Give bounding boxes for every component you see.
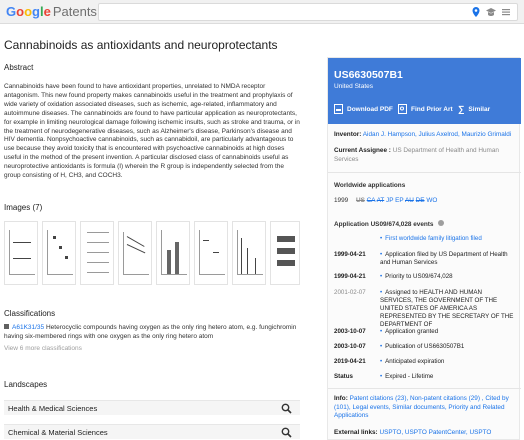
country-code[interactable]: EP: [395, 197, 404, 204]
image-thumbnail[interactable]: [194, 221, 228, 285]
classification-icon: [4, 324, 9, 329]
find-prior-art-button[interactable]: Find Prior Art: [398, 104, 453, 114]
location-icon[interactable]: [470, 6, 482, 18]
inventor-row: Inventor: Aidan J. Hampson, Julius Axelrod, Maurizio Grimaldi: [334, 131, 512, 138]
landscape-label: Health & Medical Sciences: [8, 404, 98, 413]
school-icon[interactable]: [485, 6, 497, 18]
image-thumbnails: [4, 221, 300, 287]
image-thumbnail[interactable]: [270, 221, 300, 285]
classification-description: Heterocyclic compounds having oxygen as the only ring hetero atom, e.g. fungichromin having six-membered rings with one oxygen as the only ring hetero atom: [4, 324, 297, 340]
logo-google: Google: [6, 4, 51, 19]
classification-list: [4, 324, 300, 354]
similar-button[interactable]: ∑ Similar: [458, 104, 491, 114]
classification-item: [4, 324, 300, 341]
assignee-value: US Department of Health and Human Services: [334, 147, 499, 163]
external-links[interactable]: USPTO, USPTO PatentCenter, USPTO: [379, 429, 492, 436]
worldwide-row: 1999 US CA AT JP EP AU DE WO: [334, 197, 438, 204]
find-icon: [398, 104, 407, 114]
more-classifications-link[interactable]: View 6 more classifications: [4, 345, 82, 352]
abstract-heading: Abstract: [4, 63, 34, 72]
info-links[interactable]: Patent citations (23), Non-patent citations (29) , Cited by (101), Legal events, Similar documents, Priority and Related Applications: [334, 395, 509, 419]
landscapes-heading: Landscapes: [4, 380, 48, 389]
patent-title: Cannabinoids as antioxidants and neuroprotectants: [4, 38, 278, 52]
image-thumbnail[interactable]: [232, 221, 266, 285]
landscape-list: [4, 400, 300, 440]
images-heading: Images (7): [4, 203, 43, 212]
publication-number: US6630507B1: [334, 69, 403, 81]
inventor-links[interactable]: Aidan J. Hampson, Julius Axelrod, Maurizio Grimaldi: [362, 131, 512, 138]
image-thumbnail[interactable]: [42, 221, 76, 285]
landscape-item[interactable]: [4, 400, 300, 415]
external-links-row: External links: USPTO, USPTO PatentCenter, USPTO: [334, 429, 492, 436]
menu-icon[interactable]: [500, 6, 512, 18]
country-code[interactable]: DE: [415, 197, 425, 204]
google-patents-logo[interactable]: [6, 4, 97, 20]
image-thumbnail[interactable]: [80, 221, 114, 285]
side-panel: US6630507B1 United States Download PDF Find Prior Art ∑ Similar Inventor: Aidan J. Hampson, Julius Axelrod, Maurizio Grimaldi Current Assignee : US Department of Health and Human Services Worldwide applications 1999 US CA AT JP EP AU DE WO Application US09/674,028 events • First worldwide family litigation filed 1999-04-21 • Application filed by US Department of Health and Human Services 1999-04-21 • Priority to US09/674,028 2001-02-07 • Assigned to HEALTH AND HUMAN SERVICES, THE GOVERNMENT OF THE UNITED STATES OF AMERICA AS REPRESENTED BY THE SECRETARY OF THE DEPARTMENT OF 2003-10-07 • Application granted 2003-10-07 • Publication of US6630507B1 2019-04-21 • Anticipated expiration Status • Expired - Lifetime Info: Patent citations (23), Non-patent citations (29) , Cited by (101), Legal events, Similar documents, Priority and Related Applications External links: USPTO, USPTO PatentCenter, USPTO: [327, 57, 520, 440]
image-thumbnail[interactable]: [118, 221, 152, 285]
image-thumbnail[interactable]: [4, 221, 38, 285]
image-thumbnail[interactable]: [156, 221, 190, 285]
worldwide-heading: Worldwide applications: [334, 182, 406, 189]
pdf-icon: [334, 104, 343, 114]
application-events-heading: Application US09/674,028 events: [334, 220, 516, 230]
abstract-text: Cannabinoids have been found to have antioxidant properties, unrelated to NMDA receptor antagonism. This new found property makes cannabinoids useful in the treatment and prophylaxis of wide variety of oxidation associated diseases, such as ischemic, age-related, inflammatory and autoimmune diseases. The cannabinoids are found to have particular application as neuroprotectants, for example in limiting neurological damage following ischemic insults, such as stroke and trauma, or in the treatment of neurodegenerative diseases, such as Alzheimer's disease, Parkinson's disease and HIV dementia. Nonpsychoactive cannabinoids, such as cannabidoil, are particularly advantageous to use because they avoid toxicity that is encountered with psychoactive cannabinoids at high doses useful in the method of the present invention. A particular disclosed class of cannabinoids useful as neuroprotective antioxidants is formula (I) wherein the R group is independently selected from the group consisting of H, CH3, and COCH3.: [4, 83, 300, 180]
publication-card: [328, 58, 521, 124]
search-icon[interactable]: [281, 427, 292, 438]
country-code[interactable]: AU: [404, 197, 414, 204]
country-code[interactable]: WO: [426, 197, 438, 204]
logo-patents: Patents: [52, 4, 97, 19]
divider: [328, 172, 521, 173]
divider: [328, 388, 521, 389]
assignee-row: Current Assignee : US Department of Health and Human Services: [334, 147, 499, 163]
search-input[interactable]: [103, 5, 463, 19]
country-code[interactable]: AT: [376, 197, 385, 204]
country-code[interactable]: JP: [386, 197, 394, 204]
info-row: Info: Patent citations (23), Non-patent citations (29) , Cited by (101), Legal events, Similar documents, Priority and Related Applications: [334, 395, 509, 419]
country-label: United States: [334, 83, 374, 90]
download-pdf-button[interactable]: Download PDF: [334, 104, 393, 114]
top-bar: [0, 0, 524, 24]
info-icon[interactable]: [438, 220, 444, 226]
classifications-heading: Classifications: [4, 309, 56, 318]
search-icon[interactable]: [281, 403, 292, 414]
landscape-item[interactable]: [4, 424, 300, 439]
country-code[interactable]: US: [356, 197, 365, 204]
similar-icon: ∑: [458, 104, 465, 114]
search-box[interactable]: [98, 3, 518, 21]
country-code[interactable]: CA: [366, 197, 376, 204]
landscape-label: Chemical & Material Sciences: [8, 428, 108, 437]
classification-code[interactable]: A61K31/35: [12, 324, 45, 331]
